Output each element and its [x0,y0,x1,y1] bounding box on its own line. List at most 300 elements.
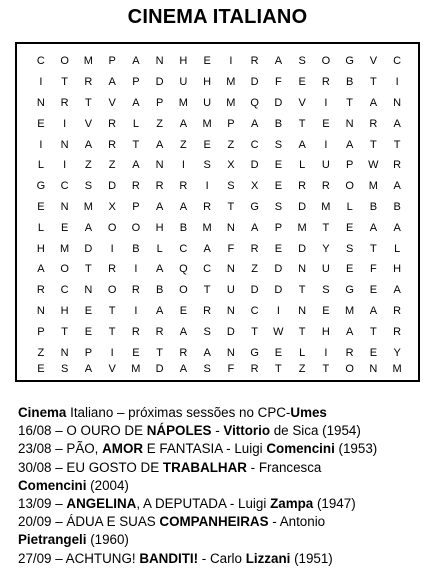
grid-letter: A [108,76,116,89]
session-text: - Carlo [198,550,246,566]
session-text: de Sica (1954) [270,423,361,439]
grid-letter: E [369,346,378,359]
grid-letter: D [274,96,283,109]
grid-letter: O [345,180,354,193]
grid-letter: R [131,325,140,338]
grid-letter: A [132,96,140,109]
grid-letter: T [61,76,68,89]
keyword: NÁPOLES [146,423,212,439]
grid-letter: D [250,159,259,172]
session-text: (1953) [334,441,378,457]
grid-letter: N [226,221,235,234]
grid-letter: M [345,304,355,317]
grid-letter: E [274,346,283,359]
grid-letter: G [345,55,354,68]
grid-letter: Q [179,263,188,276]
grid-letter: U [179,76,188,89]
grid-letter: Z [227,138,235,151]
grid-letter: R [369,117,378,130]
grid-letter: I [324,96,328,109]
grid-letter: Z [251,263,258,276]
grid-letter: D [250,284,259,297]
grid-letter: D [250,76,259,89]
grid-letter: T [203,284,211,297]
grid-letter: T [85,263,92,276]
grid-letter: N [155,159,164,172]
grid-letter: H [36,242,45,255]
grid-letter: N [345,117,354,130]
grid-letter: E [132,346,140,359]
grid-letter: S [274,138,283,151]
grid-letter: V [369,55,378,68]
grid-letter: B [179,221,188,234]
grid-letter: T [298,325,306,338]
grid-letter: D [298,242,307,255]
grid-letter: B [132,242,140,255]
grid-letter: N [298,304,307,317]
session-text: 13/09 – [18,496,67,512]
grid-letter: R [60,96,69,109]
grid-letter: D [155,362,164,375]
grid-letter: P [37,325,45,338]
grid-letter: N [226,346,235,359]
grid-letter: D [108,180,117,193]
grid-letter: R [155,180,164,193]
session-text: (1951) [290,550,333,566]
grid-letter: A [369,96,378,109]
grid-letter: P [132,76,140,89]
grid-letter: H [203,76,212,89]
keyword: Vittorio [223,423,271,439]
session-list [18,404,428,568]
grid-letter: A [274,55,283,68]
keyword: Lizzani [245,550,291,566]
grid-letter: I [324,346,328,359]
grid-letter: C [60,180,69,193]
grid-letter: X [108,200,116,213]
grid-letter: D [84,242,93,255]
keyword: TRABALHAR [162,459,247,475]
grid-letter: T [108,325,116,338]
keyword: Umes [290,405,327,420]
grid-letter: E [203,138,211,151]
grid-letter: F [227,242,235,255]
word-search-grid [29,51,409,375]
keyword: AMOR [102,441,144,457]
grid-letter: P [227,117,235,130]
grid-letter: A [345,325,354,338]
grid-letter: A [84,362,93,375]
grid-letter: R [155,325,164,338]
grid-letter: H [60,304,69,317]
grid-letter: T [370,242,377,255]
grid-letter: R [36,284,45,297]
grid-letter: Z [108,159,116,172]
grid-letter: A [393,180,401,193]
grid-letter: T [298,117,306,130]
grid-letter: E [37,117,45,130]
grid-letter: G [345,284,354,297]
session-text: - Francesca [246,459,322,475]
grid-letter: I [395,76,399,89]
grid-letter: D [155,76,164,89]
grid-letter: Q [250,96,259,109]
grid-letter: V [84,117,93,130]
grid-letter: A [393,284,401,297]
grid-letter: L [132,117,139,130]
session-line [18,513,428,531]
grid-letter: R [321,180,330,193]
keyword: Zampa [270,496,314,512]
grid-letter: M [202,117,212,130]
grid-letter: A [84,221,93,234]
grid-letter: B [345,76,354,89]
grid-letter: M [131,362,141,375]
grid-letter: W [368,159,379,172]
session-text: Italiano – próximas sessões no CPC- [66,405,291,420]
grid-letter: O [107,284,117,297]
session-text: - Antonio [268,514,326,530]
grid-letter: Y [322,242,330,255]
grid-letter: T [132,138,140,151]
grid-letter: R [203,304,212,317]
grid-letter: T [393,138,401,151]
session-text: 16/08 – O OURO DE [18,423,147,439]
grid-letter: B [274,117,283,130]
grid-letter: A [84,138,93,151]
grid-letter: I [134,304,138,317]
grid-letter: M [226,96,236,109]
grid-letter: C [250,304,259,317]
grid-letter: E [274,180,283,193]
page-title: CINEMA ITALIANO [127,6,308,28]
grid-letter: R [345,346,354,359]
grid-letter: N [60,138,69,151]
grid-letter: R [393,159,402,172]
grid-letter: L [37,159,44,172]
grid-letter: Z [298,362,306,375]
grid-letter: T [370,138,377,151]
grid-letter: W [273,325,284,338]
grid-letter: E [322,304,330,317]
grid-letter: R [108,117,117,130]
grid-letter: T [322,362,330,375]
grid-letter: X [227,159,235,172]
grid-letter: G [250,200,259,213]
grid-letter: A [155,138,164,151]
grid-letter: E [203,55,211,68]
grid-letter: M [297,221,307,234]
grid-letter: R [179,180,188,193]
grid-letter: D [274,284,283,297]
grid-letter: A [250,117,259,130]
session-text: 27/09 – ACHTUNG! [18,550,140,566]
grid-letter: U [203,96,212,109]
grid-letter: I [276,304,280,317]
grid-letter: I [324,138,328,151]
grid-letter: I [181,159,185,172]
grid-letter: E [322,117,330,130]
grid-letter: A [393,117,401,130]
grid-letter: A [37,263,45,276]
grid-letter: D [274,263,283,276]
grid-letter: P [84,346,93,359]
grid-letter: A [250,221,259,234]
grid-letter: R [84,76,93,89]
grid-letter: I [39,76,43,89]
grid-letter: I [110,242,114,255]
grid-letter: R [250,55,259,68]
grid-letter: R [393,325,402,338]
grid-letter: F [227,362,235,375]
grid-letter: S [274,200,283,213]
grid-letter: S [322,284,330,297]
grid-letter: R [131,180,140,193]
grid-letter: I [110,346,114,359]
grid-letter: R [108,138,117,151]
keyword: Pietrangeli [18,532,87,548]
grid-letter: N [393,96,402,109]
grid-letter: M [226,76,236,89]
grid-letter: A [203,346,211,359]
grid-letter: C [60,284,69,297]
grid-letter: T [370,76,377,89]
grid-letter: S [298,55,306,68]
grid-letter: T [275,362,282,375]
grid-letter: M [60,242,70,255]
grid-letter: H [179,55,188,68]
session-line [18,404,428,422]
session-text: (1947) [313,496,356,512]
grid-letter: P [108,55,116,68]
grid-letter: N [226,304,235,317]
grid-letter: R [321,76,330,89]
grid-letter: G [250,346,259,359]
grid-letter: I [39,138,43,151]
grid-letter: E [60,221,69,234]
grid-letter: A [298,138,306,151]
grid-letter: E [37,362,45,375]
grid-letter: P [274,221,283,234]
grid-letter: V [108,362,116,375]
grid-letter: L [156,242,163,255]
grid-letter: L [299,346,306,359]
keyword: Cinema [18,405,67,420]
grid-letter: C [203,263,212,276]
grid-letter: R [203,200,212,213]
grid-letter: S [203,159,211,172]
session-line [18,495,428,513]
session-text: E FANTASIA - Luigi [143,441,267,457]
grid-letter: V [108,96,116,109]
session-line [18,531,428,549]
grid-letter: A [179,325,188,338]
grid-letter: N [84,284,93,297]
keyword: Comencini [18,477,87,493]
grid-letter: B [155,284,164,297]
grid-letter: E [298,76,306,89]
grid-letter: L [394,242,401,255]
grid-letter: O [60,263,69,276]
grid-letter: N [298,263,307,276]
grid-letter: E [274,242,283,255]
grid-letter: G [36,180,46,193]
grid-letter: A [393,221,401,234]
grid-letter: E [179,304,188,317]
grid-letter: E [369,284,378,297]
grid-letter: O [107,221,117,234]
grid-letter: M [392,362,402,375]
grid-letter: S [60,362,69,375]
grid-letter: S [84,180,93,193]
grid-letter: N [226,263,235,276]
grid-letter: A [179,200,188,213]
grid-letter: A [203,242,211,255]
grid-letter: S [227,180,235,193]
grid-letter: R [108,263,117,276]
grid-letter: R [250,242,259,255]
grid-letter: L [299,159,306,172]
grid-letter: T [322,221,330,234]
grid-letter: M [83,55,93,68]
session-text: (1960) [86,532,129,548]
session-line [18,459,428,477]
grid-letter: V [298,96,306,109]
grid-letter: M [321,200,331,213]
grid-letter: D [226,325,235,338]
grid-letter: E [84,304,93,317]
grid-letter: H [321,325,330,338]
grid-letter: U [321,159,330,172]
grid-letter: R [298,180,307,193]
grid-letter: L [346,200,353,213]
grid-letter: U [321,263,330,276]
grid-letter: A [155,304,164,317]
grid-letter: B [393,200,401,213]
grid-letter: T [227,200,235,213]
keyword: COMPANHEIRAS [159,514,269,530]
session-line [18,440,428,458]
grid-letter: E [37,200,45,213]
grid-letter: Z [85,159,92,172]
grid-letter: R [131,284,140,297]
grid-letter: C [36,55,45,68]
session-text: (2004) [86,477,129,493]
grid-letter: T [156,346,163,359]
word-search-box [15,42,420,382]
grid-letter: C [250,138,259,151]
grid-letter: A [132,55,140,68]
grid-letter: A [155,263,164,276]
grid-letter: E [84,325,93,338]
grid-letter: I [229,55,233,68]
grid-letter: N [155,55,164,68]
grid-letter: C [179,242,188,255]
grid-letter: T [346,96,353,109]
grid-letter: A [369,221,378,234]
grid-letter: T [61,325,68,338]
session-text: 23/08 – PÃO, [18,441,103,457]
grid-letter: E [274,159,283,172]
grid-letter: S [203,325,211,338]
grid-letter: Z [37,346,45,359]
grid-letter: Y [393,346,401,359]
keyword: Comencini [266,441,335,457]
grid-letter: U [226,284,235,297]
grid-letter: A [155,200,164,213]
grid-letter: F [275,76,282,89]
session-line [18,477,428,495]
grid-letter: O [345,362,354,375]
grid-letter: R [393,304,402,317]
grid-letter: A [345,138,354,151]
grid-letter: I [63,159,67,172]
grid-letter: H [155,221,164,234]
grid-letter: P [132,200,140,213]
grid-letter: M [83,200,93,213]
grid-letter: E [345,221,354,234]
grid-letter: T [370,325,377,338]
grid-letter: I [63,117,67,130]
grid-letter: X [250,180,259,193]
keyword: ANGELINA [66,496,137,512]
grid-letter: O [131,221,141,234]
grid-letter: T [108,304,116,317]
grid-letter: I [205,180,209,193]
grid-letter: S [345,242,354,255]
grid-letter: F [370,263,377,276]
grid-letter: H [393,263,402,276]
grid-letter: M [178,96,188,109]
grid-letter: O [179,284,188,297]
grid-letter: T [251,325,258,338]
grid-letter: M [368,180,378,193]
grid-letter: N [60,346,69,359]
grid-letter: C [393,55,402,68]
session-text: , A DEPUTADA - Luigi [136,496,271,512]
session-text: 20/09 – ÁDUA E SUAS [18,514,160,530]
grid-letter: N [36,96,45,109]
grid-letter: R [250,362,259,375]
grid-letter: A [369,304,378,317]
grid-letter: D [298,200,307,213]
session-line [18,550,428,568]
grid-letter: S [203,362,211,375]
session-line [18,422,428,440]
grid-letter: B [369,200,378,213]
grid-letter: Z [156,117,163,130]
grid-letter: T [298,284,306,297]
grid-letter: P [155,96,164,109]
grid-letter: O [321,55,331,68]
grid-letter: P [345,159,354,172]
session-text: 30/08 – EU GOSTO DE [18,459,163,475]
grid-letter: M [202,221,212,234]
grid-letter: I [134,263,138,276]
session-text: - [211,423,224,439]
grid-letter: L [37,221,44,234]
grid-letter: Z [180,138,187,151]
grid-letter: O [60,55,69,68]
grid-letter: T [85,96,92,109]
grid-letter: N [369,362,378,375]
grid-letter: A [179,362,188,375]
grid-letter: N [36,304,45,317]
keyword: BANDITI! [139,550,199,566]
grid-letter: E [345,263,354,276]
grid-letter: N [60,200,69,213]
grid-letter: A [179,117,188,130]
